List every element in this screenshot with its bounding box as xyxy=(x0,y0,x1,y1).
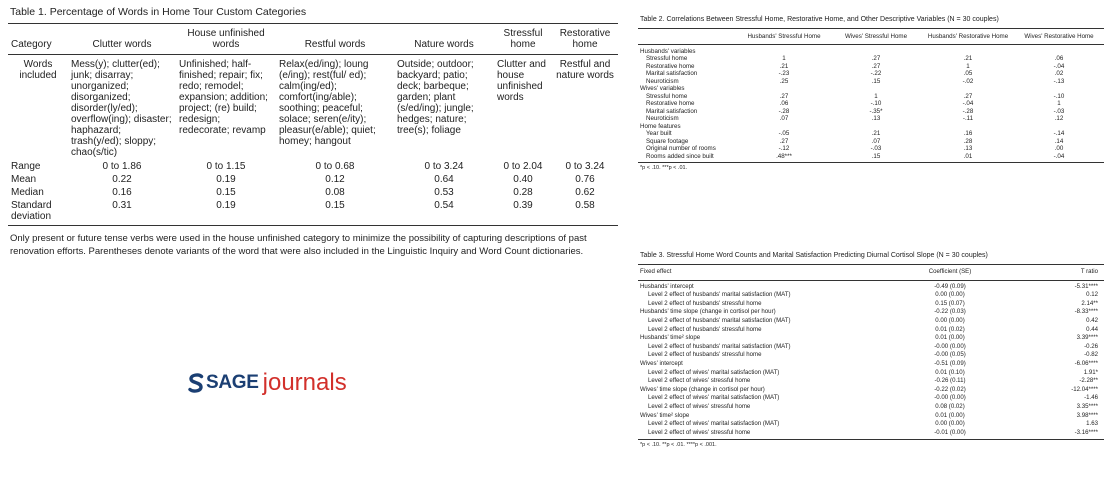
cell: .27 xyxy=(779,92,789,100)
cell: 0.19 xyxy=(216,174,236,185)
cell: .27 xyxy=(779,137,789,145)
table-row xyxy=(638,403,1104,412)
row-label: Year built xyxy=(646,130,672,137)
cell: 0.58 xyxy=(552,199,618,226)
col-header-stressful-home: Stressful home xyxy=(494,24,552,55)
group-title: Wives' variables xyxy=(640,85,685,92)
table-3-grid xyxy=(638,265,1104,440)
table-row xyxy=(638,386,1104,395)
cell: 0.62 xyxy=(575,187,595,198)
cell: .15 xyxy=(871,77,881,85)
cell: -.10 xyxy=(1053,92,1065,100)
col-header-fixed-effect: Fixed effect xyxy=(638,265,888,280)
cell: .13 xyxy=(963,145,973,152)
row-label: Range xyxy=(11,161,41,172)
table-1-row-standard-deviation xyxy=(8,199,618,226)
table-1-header-row xyxy=(8,24,618,55)
words-restful: Relax(ed/ing); loung (e/ing); rest(ful/ ed); calm(ing/ed); comfort(ing/able); soothing; peaceful; solace; seren(e/ity); pleasur(e/able); quiet; homey; hangout xyxy=(279,59,376,147)
cell: 0.39 xyxy=(494,199,552,226)
row-label: Neuroticism xyxy=(646,77,679,85)
table-row xyxy=(638,280,1104,291)
cell-coef: -0.51 (0.09) xyxy=(934,359,966,367)
cell: -.11 xyxy=(962,115,974,122)
cell: .05 xyxy=(963,70,973,77)
row-label: Level 2 effect of husbands' marital satisfaction (MAT) xyxy=(648,342,791,350)
col-header-husbands-restorative: Husbands' Restorative Home xyxy=(922,29,1014,44)
row-label: Husbands' intercept xyxy=(640,282,694,290)
cell-t: 1.63 xyxy=(1086,420,1098,428)
cell-t: -5.31**** xyxy=(1074,282,1098,290)
cell-coef: -0.00 (0.00) xyxy=(934,394,966,402)
cell: .00 xyxy=(1054,145,1064,152)
row-label: Level 2 effect of husbands' stressful home xyxy=(648,299,762,307)
table-row xyxy=(638,63,1104,71)
cell: 0 to 2.04 xyxy=(503,161,543,172)
table-3-header-row xyxy=(638,265,1104,280)
cell-coef: 0.00 (0.00) xyxy=(935,316,965,324)
row-label: Level 2 effect of wives' marital satisfaction (MAT) xyxy=(648,368,780,376)
cell: .48*** xyxy=(738,153,830,163)
group-title: Husbands' variables xyxy=(640,47,696,55)
table-3-caption: Table 3. Stressful Home Word Counts and Marital Satisfaction Predicting Diurnal Cortisol Slope (N = 30 couples) xyxy=(640,252,988,259)
table-1-row-mean xyxy=(8,173,618,186)
col-header-restorative-home: Restorative home xyxy=(552,24,618,55)
row-label: Stressful home xyxy=(646,92,688,100)
table-row xyxy=(638,55,1104,63)
cell-t: 2.14** xyxy=(1081,299,1098,307)
cell: .06 xyxy=(779,100,789,107)
cell-coef: 0.01 (0.00) xyxy=(935,411,965,419)
table-2 xyxy=(638,16,1104,171)
cell: .07 xyxy=(779,115,789,122)
cell: .06 xyxy=(1054,55,1064,62)
cell: 0 to 0.68 xyxy=(315,161,355,172)
col-header-coefficient: Coefficient (SE) xyxy=(888,265,1012,280)
cell: 0.22 xyxy=(112,174,132,185)
cell-coef: -0.49 (0.09) xyxy=(934,282,966,290)
table-row xyxy=(638,343,1104,352)
words-house-unfinished: Unfinished; half-finished; repair; fix; redo; remodel; expansion; addition; project; (re) build; redesign; redecorate; revamp xyxy=(179,59,268,136)
cell: -.23 xyxy=(778,70,790,77)
group-row xyxy=(638,123,1104,131)
cell: .21 xyxy=(871,130,881,137)
words-nature: Outside; outdoor; backyard; patio; deck; barbeque; garden; plant (s/ed/ing); jungle; hedges; nature; tree(s); foliage xyxy=(397,59,474,136)
table-1 xyxy=(8,6,618,258)
row-label: Restorative home xyxy=(646,100,695,107)
cell-coef: 0.01 (0.00) xyxy=(935,334,965,342)
cell-t: 0.42 xyxy=(1086,316,1098,324)
table-row xyxy=(638,420,1104,429)
words-restorative-home: Restful and nature words xyxy=(556,59,614,81)
row-label: Rooms added since built xyxy=(638,153,738,163)
cell: 0.31 xyxy=(68,199,176,226)
cell-coef: 0.15 (0.07) xyxy=(935,299,965,307)
table-row xyxy=(638,429,1104,440)
table-row xyxy=(638,145,1104,153)
cell: .27 xyxy=(963,92,973,100)
row-label: Standard deviation xyxy=(8,199,68,226)
cell: 0.76 xyxy=(575,174,595,185)
sage-swirl-icon xyxy=(186,372,206,394)
cell: 0.15 xyxy=(276,199,394,226)
col-header-wives-stressful: Wives' Stressful Home xyxy=(830,29,922,44)
cell-t: 3.98**** xyxy=(1076,411,1098,419)
cell-coef: 0.00 (0.00) xyxy=(935,291,965,299)
cell-coef: 0.08 (0.02) xyxy=(935,402,965,410)
cell: -.04 xyxy=(962,100,974,107)
cell-t: 0.12 xyxy=(1086,291,1098,299)
cell-t: -0.82 xyxy=(1084,351,1098,359)
cell-coef: -0.22 (0.03) xyxy=(934,308,966,316)
table-2-caption: Table 2. Correlations Between Stressful Home, Restorative Home, and Other Descriptive Variables (N = 30 couples) xyxy=(640,16,999,23)
cell-t: -12.04**** xyxy=(1071,385,1098,393)
cell: .27 xyxy=(871,55,881,62)
cell: .16 xyxy=(963,130,973,137)
row-label: Original number of rooms xyxy=(646,145,716,152)
cell-t: 0.44 xyxy=(1086,325,1098,333)
cell: .02 xyxy=(1054,70,1064,77)
table-row xyxy=(638,291,1104,300)
table-row xyxy=(638,394,1104,403)
table-1-row-range xyxy=(8,160,618,173)
cell: -.22 xyxy=(870,70,882,77)
row-label: Square footage xyxy=(646,137,689,145)
col-header-category: Category xyxy=(8,24,68,55)
cell: .15 xyxy=(830,153,922,163)
cell: -.04 xyxy=(1053,62,1065,70)
cell: 0.53 xyxy=(434,187,454,198)
col-header-blank xyxy=(638,29,738,44)
words-clutter: Mess(y); clutter(ed); junk; disarray; unorganized; disorganized; disorder(ly/ed); overflow(ing); disaster; haphazard; trash(y/ed); sloppy; chao(s/tic) xyxy=(71,59,172,158)
cell-t: -8.33**** xyxy=(1074,308,1098,316)
cell: -.14 xyxy=(1053,130,1065,137)
cell: 1 xyxy=(1057,100,1061,107)
row-label: Level 2 effect of husbands' marital satisfaction (MAT) xyxy=(648,291,791,299)
row-label: Level 2 effect of wives' stressful home xyxy=(638,429,888,440)
cell: .14 xyxy=(1054,137,1064,145)
cell: 0 to 1.86 xyxy=(102,161,142,172)
row-label: Level 2 effect of wives' stressful home xyxy=(648,377,751,385)
table-row xyxy=(638,317,1104,326)
logo-publisher-text: SAGE xyxy=(206,372,259,393)
table-row xyxy=(638,308,1104,317)
table-row xyxy=(638,412,1104,421)
row-label: Marital satisfaction xyxy=(646,107,698,115)
cell: 0 to 1.15 xyxy=(206,161,246,172)
cell: .13 xyxy=(871,115,881,122)
table-1-row-median xyxy=(8,186,618,199)
cell: 0 to 3.24 xyxy=(424,161,464,172)
cell-t: -0.26 xyxy=(1084,342,1098,350)
group-row xyxy=(638,85,1104,93)
sage-journals-logo xyxy=(186,369,396,405)
cell: 0 to 3.24 xyxy=(565,161,605,172)
table-row xyxy=(638,334,1104,343)
cell: 0.54 xyxy=(394,199,494,226)
table-1-words-row xyxy=(8,55,618,161)
cell: .12 xyxy=(1054,115,1064,122)
cell: 0.16 xyxy=(112,187,132,198)
col-header-t-ratio: T ratio xyxy=(1012,265,1104,280)
row-label: Neuroticism xyxy=(646,115,679,122)
table-row xyxy=(638,300,1104,309)
table-2-header-row xyxy=(638,29,1104,44)
cell: -.13 xyxy=(1053,77,1065,85)
table-3 xyxy=(638,252,1104,448)
cell: .21 xyxy=(963,55,973,62)
row-label: Stressful home xyxy=(646,55,688,62)
row-label: Level 2 effect of wives' stressful home xyxy=(648,402,751,410)
cell-t: 3.35**** xyxy=(1076,402,1098,410)
row-label: Wives' time slope (change in cortisol per hour) xyxy=(640,385,765,393)
cell-t: -2.28** xyxy=(1079,377,1098,385)
cell-coef: 0.00 (0.00) xyxy=(935,420,965,428)
table-row xyxy=(638,100,1104,108)
cell: 0.19 xyxy=(176,199,276,226)
row-label: Husbands' time slope (change in cortisol per hour) xyxy=(640,308,776,316)
cell-t: -1.46 xyxy=(1084,394,1098,402)
row-label: Marital satisfaction xyxy=(646,70,698,77)
table-row xyxy=(638,360,1104,369)
cell: .01 xyxy=(922,153,1014,163)
logo-journals-text: journals xyxy=(262,369,347,396)
row-label: Level 2 effect of husbands' stressful home xyxy=(648,351,762,359)
table-row xyxy=(638,326,1104,335)
cell-coef: 0.01 (0.10) xyxy=(935,368,965,376)
row-label-words-included: Words included xyxy=(19,59,57,81)
table-row xyxy=(638,377,1104,386)
cell: .25 xyxy=(779,77,789,85)
cell: -.04 xyxy=(1014,153,1104,163)
cell-t: -6.06**** xyxy=(1074,359,1098,367)
cell: .27 xyxy=(871,62,881,70)
cell: 0.28 xyxy=(513,187,533,198)
row-label: Mean xyxy=(11,174,37,185)
table-2-grid xyxy=(638,29,1104,163)
cell-coef: -0.01 (0.00) xyxy=(888,429,1012,440)
table-row xyxy=(638,93,1104,101)
row-label: Level 2 effect of husbands' stressful home xyxy=(648,325,762,333)
words-stressful-home: Clutter and house unfinished words xyxy=(497,59,546,103)
cell: -.03 xyxy=(1053,107,1065,115)
cell: 1 xyxy=(966,62,970,70)
cell: -.03 xyxy=(870,145,882,152)
col-header-clutter: Clutter words xyxy=(68,24,176,55)
group-title: Home features xyxy=(640,122,681,130)
cell-t: 3.39**** xyxy=(1076,334,1098,342)
table-row xyxy=(638,115,1104,123)
col-header-restful: Restful words xyxy=(276,24,394,55)
cell: -.05 xyxy=(778,130,790,137)
table-1-grid xyxy=(8,24,618,226)
row-label: Median xyxy=(11,187,44,198)
table-3-note: *p < .10. **p < .01. ****p < .001. xyxy=(640,442,717,449)
cell: 0.40 xyxy=(513,174,533,185)
row-label: Level 2 effect of husbands' marital satisfaction (MAT) xyxy=(648,316,791,324)
cell: .21 xyxy=(779,62,789,70)
cell-coef: 0.01 (0.02) xyxy=(935,325,965,333)
table-row xyxy=(638,369,1104,378)
cell: 0.08 xyxy=(325,187,345,198)
table-1-note: Only present or future tense verbs were used in the house unfinished category to minimize the possibility of capturing descriptions of past renovation efforts. Parentheses denote variants of the word that were also included in the Linguistic Inquiry and Word Count dictionaries. xyxy=(10,233,587,257)
row-label: Restorative home xyxy=(646,62,695,70)
table-row xyxy=(638,351,1104,360)
cell: -.35* xyxy=(869,107,883,115)
col-header-husbands-stressful: Husbands' Stressful Home xyxy=(738,29,830,44)
cell-t: -3.16**** xyxy=(1012,429,1104,440)
table-row xyxy=(638,108,1104,116)
table-row xyxy=(638,130,1104,138)
cell: -.28 xyxy=(778,107,790,115)
row-label: Level 2 effect of wives' marital satisfaction (MAT) xyxy=(648,394,780,402)
table-2-note: *p < .10. ***p < .01. xyxy=(640,165,688,171)
cell: 0.15 xyxy=(216,187,236,198)
row-label: Level 2 effect of wives' marital satisfaction (MAT) xyxy=(648,420,780,428)
cell-t: 1.91* xyxy=(1083,368,1098,376)
group-row xyxy=(638,44,1104,55)
table-row xyxy=(638,78,1104,86)
cell-coef: -0.26 (0.11) xyxy=(934,377,966,385)
cell: 1 xyxy=(782,55,786,62)
table-row xyxy=(638,138,1104,146)
cell: 0.12 xyxy=(325,174,345,185)
cell: 1 xyxy=(874,92,878,100)
table-row xyxy=(638,70,1104,78)
cell: -.02 xyxy=(962,77,974,85)
cell: .28 xyxy=(963,137,973,145)
cell: 0.64 xyxy=(434,174,454,185)
cell-coef: -0.00 (0.05) xyxy=(934,351,966,359)
cell: -.12 xyxy=(778,145,790,152)
row-label: Husbands' time² slope xyxy=(640,334,701,342)
row-label: Wives' intercept xyxy=(640,359,683,367)
cell: -.10 xyxy=(870,100,882,107)
col-header-house-unfinished: House unfinished words xyxy=(176,24,276,55)
col-header-nature: Nature words xyxy=(394,24,494,55)
cell: .07 xyxy=(871,137,881,145)
cell-coef: -0.00 (0.00) xyxy=(934,342,966,350)
row-label: Wives' time² slope xyxy=(640,411,690,419)
table-row xyxy=(638,153,1104,163)
cell-coef: -0.22 (0.02) xyxy=(934,385,966,393)
cell: -.28 xyxy=(962,107,974,115)
table-1-caption: Table 1. Percentage of Words in Home Tour Custom Categories xyxy=(10,6,307,18)
col-header-wives-restorative: Wives' Restorative Home xyxy=(1014,29,1104,44)
